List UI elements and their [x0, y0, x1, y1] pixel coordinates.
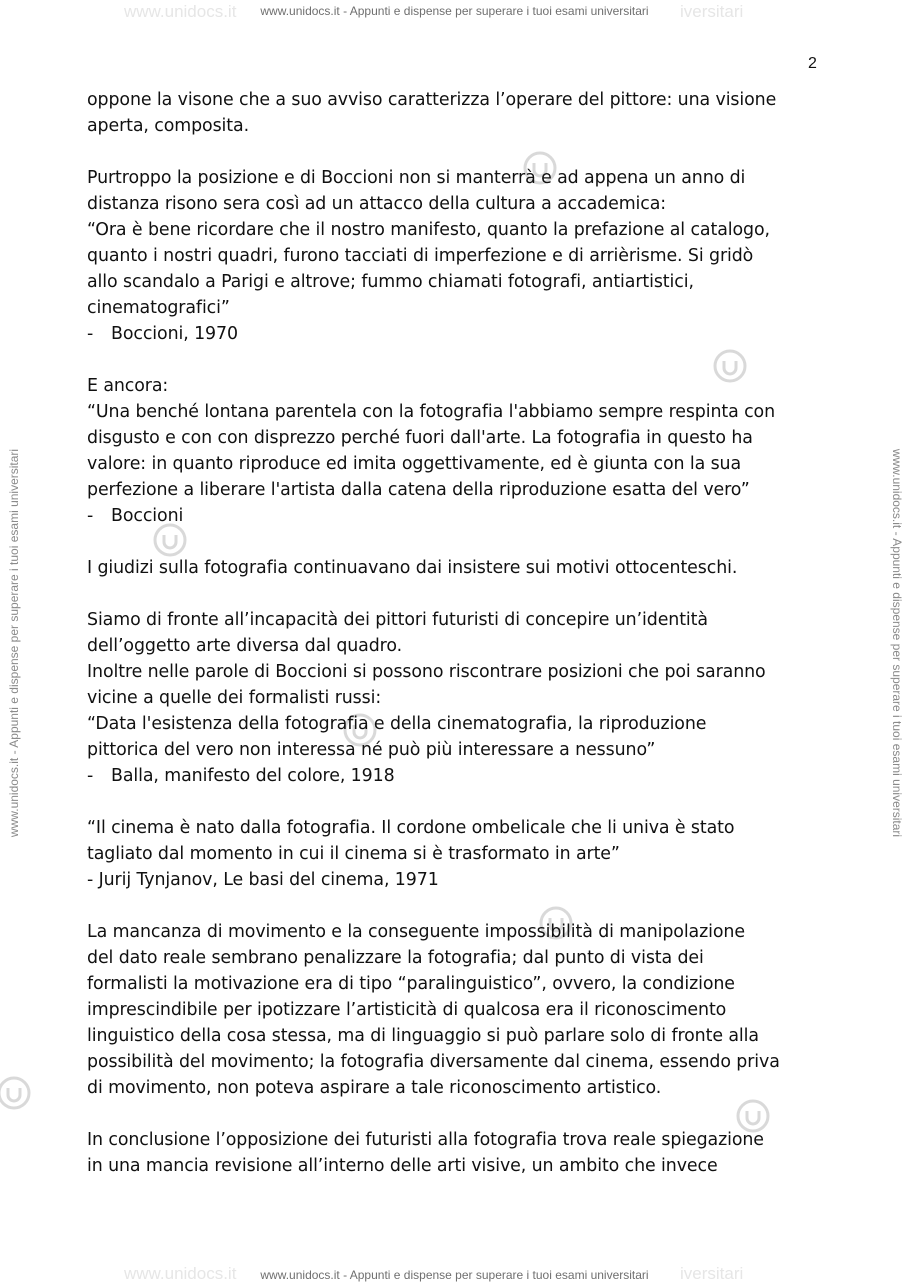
- dash-bullet: -: [87, 766, 94, 786]
- left-side-watermark: www.unidocs.it - Appunti e dispense per superare i tuoi esami universitari: [7, 448, 21, 838]
- text-line: I giudizi sulla fotografia continuavano dai insistere sui motivi ottocenteschi.: [87, 558, 738, 578]
- unidocs-logo-icon: [0, 1075, 32, 1111]
- quote-line: “Data l'esistenza della fotografia e della cinematografia, la riproduzione: [87, 714, 707, 734]
- faint-watermark-bottom-right: iversitari: [680, 1264, 744, 1283]
- text-line: aperta, composita.: [87, 116, 249, 136]
- text-line: di movimento, non poteva aspirare a tale riconoscimento artistico.: [87, 1078, 662, 1098]
- text-line: La mancanza di movimento e la conseguente impossibilità di manipolazione: [87, 922, 745, 942]
- faint-watermark-top-right: iversitari: [680, 2, 744, 21]
- quote-line: cinematografici”: [87, 298, 230, 318]
- quote-line: pittorica del vero non interessa né può più interessare a nessuno”: [87, 740, 656, 760]
- document-body: [87, 87, 827, 1179]
- citation-line: [87, 503, 827, 529]
- citation-text: Boccioni, 1970: [111, 324, 238, 344]
- dash-bullet: -: [87, 506, 94, 526]
- citation-line: [87, 763, 827, 789]
- quote-line: “Il cinema è nato dalla fotografia. Il cordone ombelicale che li univa è stato: [87, 818, 735, 838]
- header-watermark: www.unidocs.it - Appunti e dispense per superare i tuoi esami universitari: [260, 4, 649, 18]
- text-line: in una mancia revisione all’interno delle arti visive, un ambito che invece: [87, 1156, 718, 1176]
- text-line: vicine a quelle dei formalisti russi:: [87, 688, 382, 708]
- quote-line: allo scandalo a Parigi e altrove; fummo chiamati fotografi, antiartistici,: [87, 272, 694, 292]
- text-line: Purtroppo la posizione e di Boccioni non si manterrà e ad appena un anno di: [87, 168, 746, 188]
- page-number: 2: [808, 55, 817, 72]
- quote-line: perfezione a liberare l'artista dalla catena della riproduzione esatta del vero”: [87, 480, 750, 500]
- text-line: dell’oggetto arte diversa dal quadro.: [87, 636, 403, 656]
- quote-line: disgusto e con con disprezzo perché fuori dall'arte. La fotografia in questo ha: [87, 428, 753, 448]
- quote-line: tagliato dal momento in cui il cinema si è trasformato in arte”: [87, 844, 620, 864]
- right-side-watermark: www.unidocs.it - Appunti e dispense per superare i tuoi esami universitari: [890, 448, 904, 838]
- faint-watermark-bottom: www.unidocs.it: [124, 1264, 237, 1283]
- citation-line: - Jurij Tynjanov, Le basi del cinema, 1971: [87, 870, 439, 890]
- quote-line: quanto i nostri quadri, furono tacciati di imperfezione e di arrièrisme. Si gridò: [87, 246, 754, 266]
- text-line: formalisti la motivazione era di tipo “paralinguistico”, ovvero, la condizione: [87, 974, 735, 994]
- quote-line: “Una benché lontana parentela con la fotografia l'abbiamo sempre respinta con: [87, 402, 776, 422]
- quote-line: “Ora è bene ricordare che il nostro manifesto, quanto la prefazione al catalogo,: [87, 220, 770, 240]
- footer-watermark: www.unidocs.it - Appunti e dispense per superare i tuoi esami universitari: [260, 1268, 649, 1282]
- dash-bullet: -: [87, 324, 94, 344]
- text-line: E ancora:: [87, 376, 169, 396]
- citation-text: Boccioni: [111, 506, 184, 526]
- text-line: del dato reale sembrano penalizzare la fotografia; dal punto di vista dei: [87, 948, 704, 968]
- citation-line: [87, 321, 827, 347]
- citation-text: Balla, manifesto del colore, 1918: [111, 766, 395, 786]
- text-line: In conclusione l’opposizione dei futuristi alla fotografia trova reale spiegazione: [87, 1130, 764, 1150]
- text-line: linguistico della cosa stessa, ma di linguaggio si può parlare solo di fronte alla: [87, 1026, 759, 1046]
- text-line: imprescindibile per ipotizzare l’artisticità di qualcosa era il riconoscimento: [87, 1000, 727, 1020]
- text-line: distanza risono sera così ad un attacco della cultura a accademica:: [87, 194, 667, 214]
- faint-watermark-top: www.unidocs.it: [124, 2, 237, 21]
- text-line: Siamo di fronte all’incapacità dei pittori futuristi di concepire un’identità: [87, 610, 708, 630]
- text-line: possibilità del movimento; la fotografia diversamente dal cinema, essendo priva: [87, 1052, 780, 1072]
- text-line: Inoltre nelle parole di Boccioni si possono riscontrare posizioni che poi saranno: [87, 662, 766, 682]
- text-line: oppone la visone che a suo avviso caratterizza l’operare del pittore: una visione: [87, 90, 777, 110]
- quote-line: valore: in quanto riproduce ed imita oggettivamente, ed è giunta con la sua: [87, 454, 742, 474]
